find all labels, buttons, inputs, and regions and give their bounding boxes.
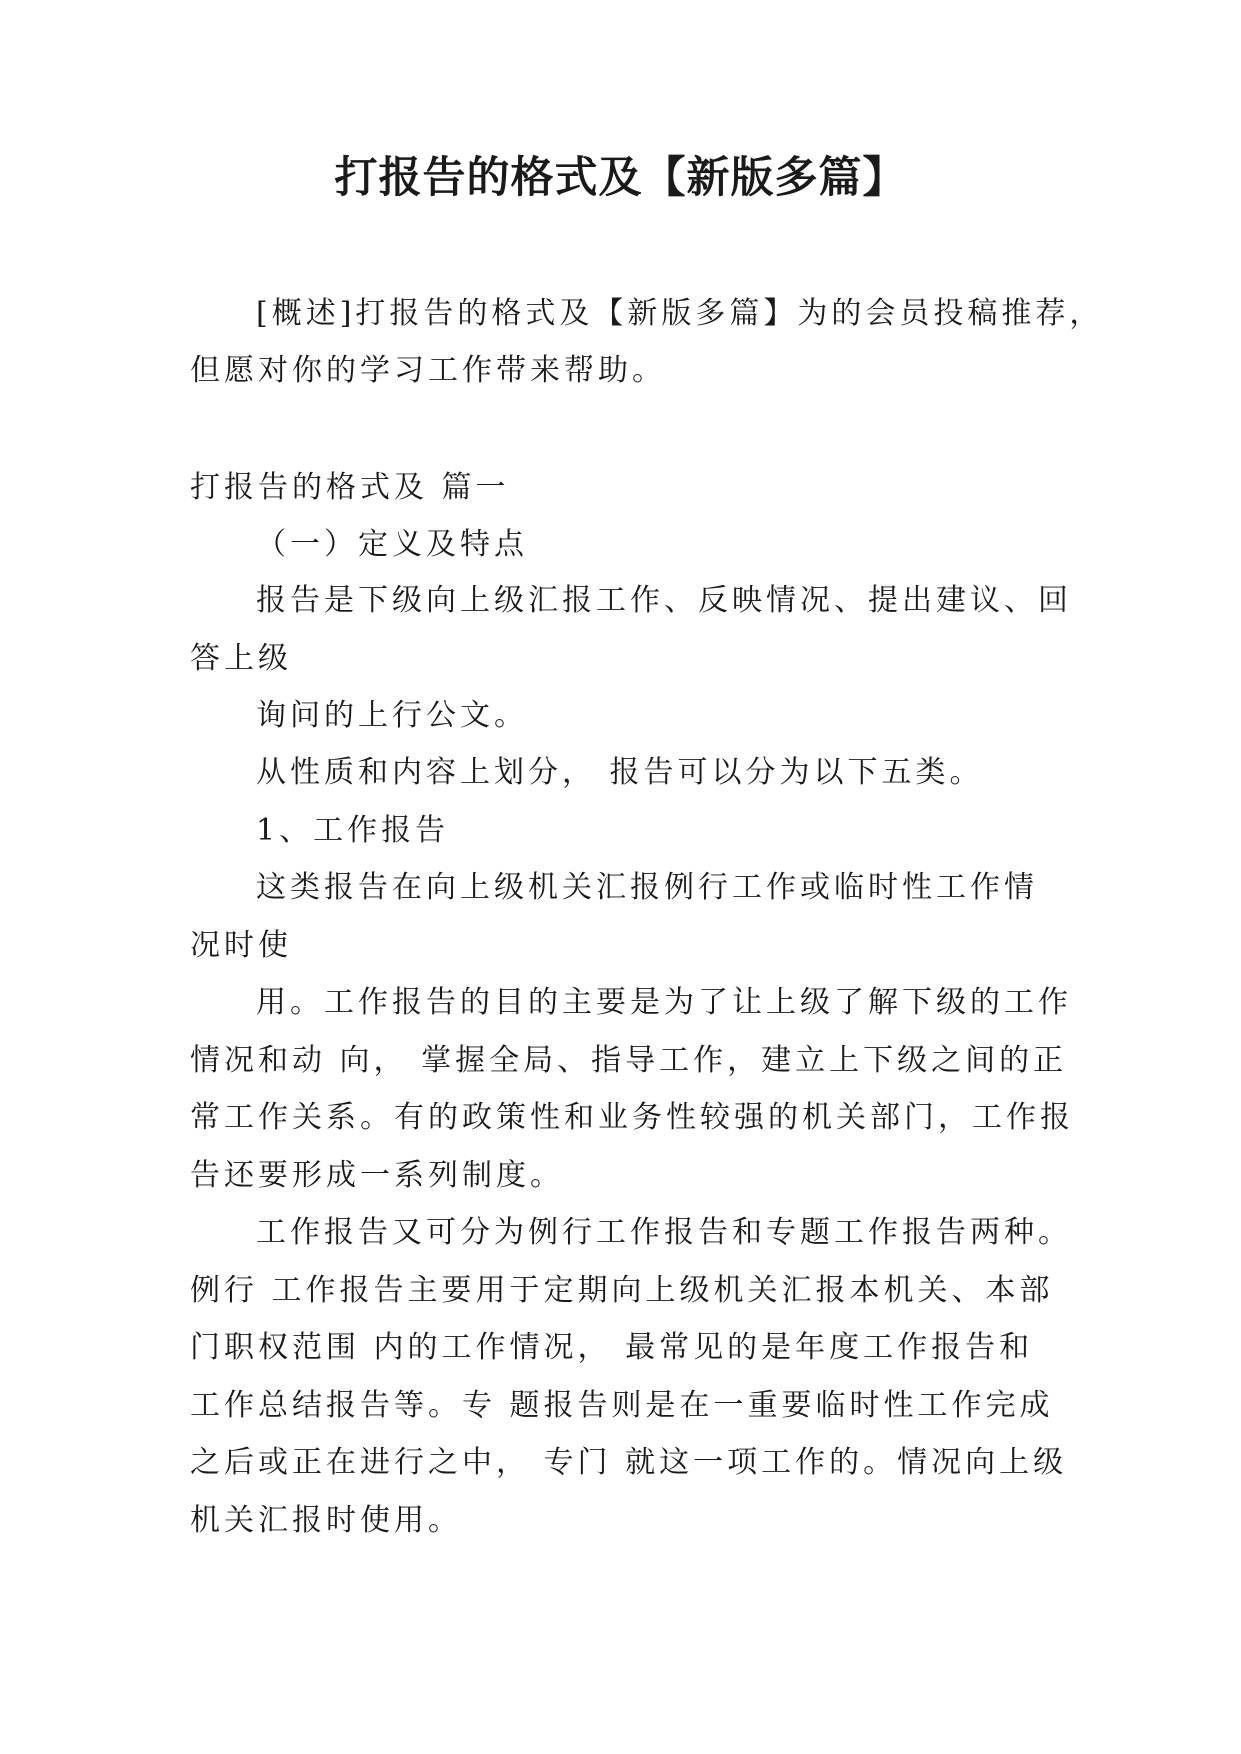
paragraph-line: 工作报告又可分为例行工作报告和专题工作报告两种。 bbox=[256, 1215, 1072, 1250]
paragraph-line: 用。工作报告的目的主要是为了让上级了解下级的工作 bbox=[256, 985, 1072, 1020]
document-title: 打报告的格式及【新版多篇】 bbox=[334, 153, 907, 203]
subheading-definition: （一）定义及特点 bbox=[256, 527, 528, 562]
paragraph-line: 门职权范围 内的工作情况， 最常见的是年度工作报告和 bbox=[190, 1330, 1034, 1365]
intro-line-1: [概述]打报告的格式及【新版多篇】为的会员投稿推荐， bbox=[256, 296, 1104, 331]
paragraph-line: 工作总结报告等。专 题报告则是在一重要临时性工作完成 bbox=[190, 1388, 1054, 1423]
paragraph-line: 机关汇报时使用。 bbox=[190, 1503, 462, 1538]
paragraph-line: 情况和动 向， 掌握全局、指导工作，建立上下级之间的正 bbox=[190, 1043, 1068, 1078]
paragraph-line: 报告是下级向上级汇报工作、反映情况、提出建议、回 bbox=[256, 583, 1072, 618]
paragraph-line: 常工作关系。有的政策性和业务性较强的机关部门，工作报 bbox=[190, 1100, 1074, 1135]
paragraph-line: 例行 工作报告主要用于定期向上级机关汇报本机关、本部 bbox=[190, 1273, 1054, 1308]
paragraph-line: 从性质和内容上划分， 报告可以分为以下五类。 bbox=[256, 755, 984, 790]
paragraph-line: 况时使 bbox=[190, 928, 292, 963]
subheading-work-report: 1、工作报告 bbox=[256, 813, 450, 848]
paragraph-line: 答上级 bbox=[190, 641, 292, 676]
paragraph-line: 这类报告在向上级机关汇报例行工作或临时性工作情 bbox=[256, 870, 1038, 905]
section-heading: 打报告的格式及 篇一 bbox=[190, 470, 510, 505]
intro-line-2: 但愿对你的学习工作带来帮助。 bbox=[190, 353, 666, 388]
paragraph-line: 询问的上行公文。 bbox=[256, 698, 528, 733]
paragraph-line: 告还要形成一系列制度。 bbox=[190, 1158, 564, 1193]
paragraph-line: 之后或正在进行之中， 专门 就这一项工作的。情况向上级 bbox=[190, 1445, 1068, 1480]
